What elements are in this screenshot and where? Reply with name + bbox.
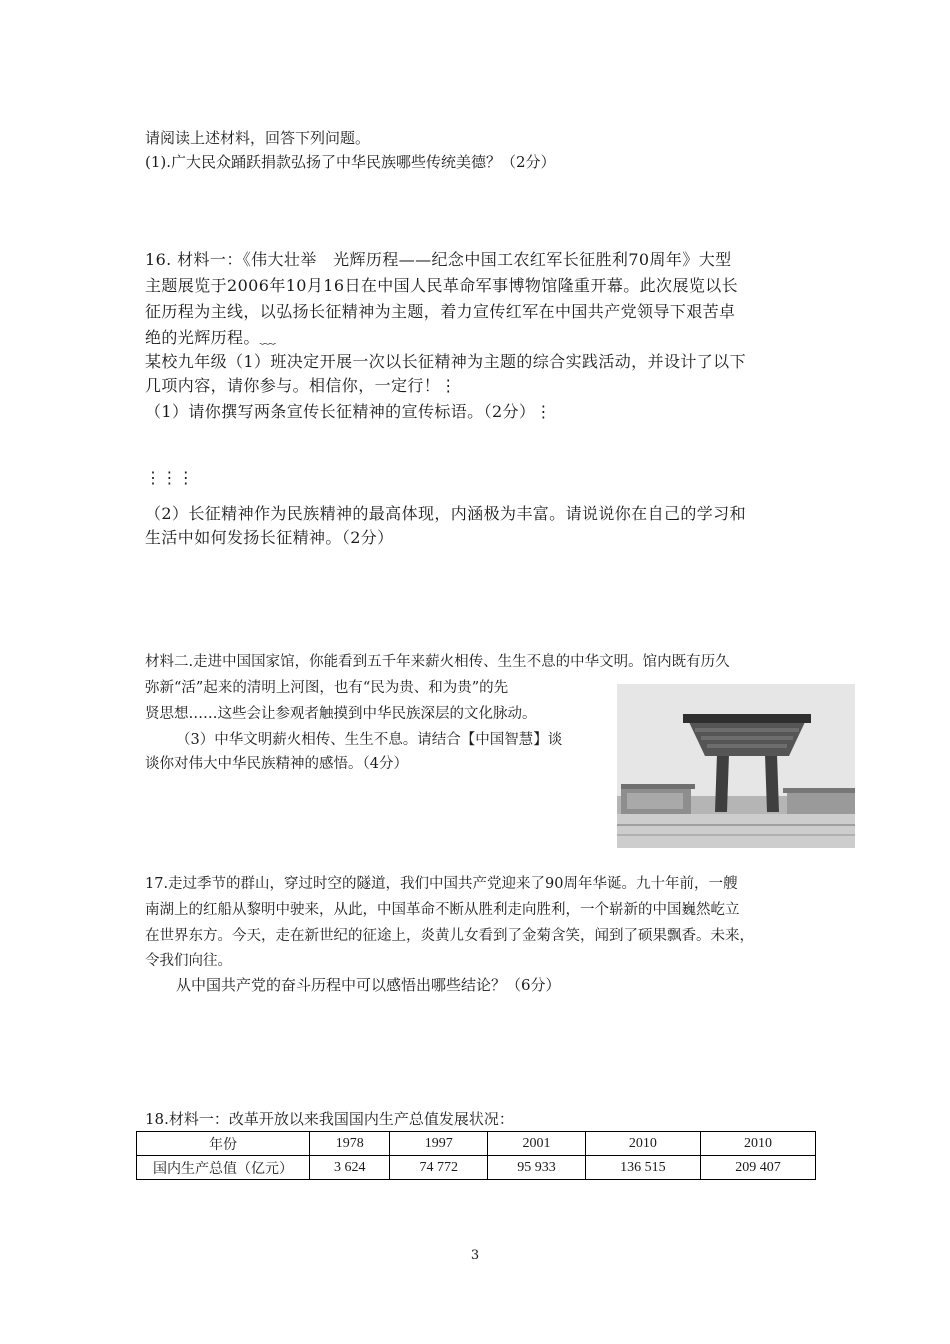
material-2-line-2: 弥新“活”起来的清明上河图，也有“民为贵、和为贵”的先 <box>145 680 509 696</box>
table-header-label: 年份 <box>137 1132 310 1156</box>
table-row <box>137 1132 816 1156</box>
table-value-cell: 3 624 <box>310 1156 390 1180</box>
china-pavilion-illustration <box>617 684 855 848</box>
table-value-cell: 136 515 <box>585 1156 700 1180</box>
china-pavilion-photo <box>617 684 855 848</box>
q17-line-4: 令我们向往。 <box>145 953 232 969</box>
q16-sub-1: （1）请你撰写两条宣传长征精神的宣传标语。（2分）⋮ <box>145 402 552 421</box>
table-value-cell: 209 407 <box>700 1156 815 1180</box>
q16-line-4: 绝的光辉历程。﹏ <box>145 328 277 347</box>
q16-line-1: 16. 材料一：《伟大壮举 光辉历程——纪念中国工农红军长征胜利70周年》大型 <box>145 250 732 269</box>
question-1: (1).广大民众踊跃捐款弘扬了中华民族哪些传统美德？（2分） <box>145 153 556 171</box>
q16-line-5: 某校九年级（1）班决定开展一次以长征精神为主题的综合实践活动，并设计了以下 <box>145 352 746 371</box>
page-number: 3 <box>470 1248 480 1263</box>
table-row-label: 国内生产总值（亿元） <box>137 1156 310 1180</box>
q17-question: 从中国共产党的奋斗历程中可以感悟出哪些结论？（6分） <box>176 976 561 994</box>
table-year-cell: 2001 <box>488 1132 586 1156</box>
q16-sub-2-line-1: （2）长征精神作为民族精神的最高体现，内涵极为丰富。请说说你在自己的学习和 <box>145 504 746 523</box>
table-year-cell: 2010 <box>585 1132 700 1156</box>
material-2-line-3: 贤思想……这些会让参观者触摸到中华民族深层的文化脉动。 <box>145 706 537 722</box>
table-year-cell: 1997 <box>390 1132 488 1156</box>
dots-mark: ⋮⋮⋮ <box>145 468 195 487</box>
q18-intro: 18.材料一：改革开放以来我国国内生产总值发展状况： <box>145 1110 514 1128</box>
q16-sub-2-line-2: 生活中如何发扬长征精神。（2分） <box>145 528 394 547</box>
table-row <box>137 1156 816 1180</box>
q16-line-6: 几项内容，请你参与。相信你，一定行！⋮ <box>145 376 457 395</box>
table-value-cell: 95 933 <box>488 1156 586 1180</box>
intro-text: 请阅读上述材料，回答下列问题。 <box>145 129 371 147</box>
q17-line-1: 17.走过季节的群山，穿过时空的隧道，我们中国共产党迎来了90周年华诞。九十年前，一艘 <box>145 876 738 892</box>
table-year-cell: 2010 <box>700 1132 815 1156</box>
q16-sub-3-line-1: （3）中华文明薪火相传、生生不息。请结合【中国智慧】谈 <box>176 732 563 748</box>
q17-line-2: 南湖上的红船从黎明中驶来，从此，中国革命不断从胜利走向胜利，一个崭新的中国巍然屹立 <box>145 902 740 918</box>
q17-line-3: 在世界东方。今天，走在新世纪的征途上，炎黄儿女看到了金菊含笑，闻到了硕果飘香。未来， <box>145 928 754 944</box>
material-2-line-1: 材料二.走进中国国家馆，你能看到五千年来薪火相传、生生不息的中华文明。馆内既有历久 <box>145 654 730 670</box>
gdp-table <box>136 1131 816 1180</box>
q16-line-2: 主题展览于2006年10月16日在中国人民革命军事博物馆隆重开幕。此次展览以长 <box>145 276 739 295</box>
q16-sub-3-line-2: 谈你对伟大中华民族精神的感悟。（4分） <box>145 756 408 772</box>
q16-line-3: 征历程为主线，以弘扬长征精神为主题，着力宣传红军在中国共产党领导下艰苦卓 <box>145 302 736 321</box>
table-year-cell: 1978 <box>310 1132 390 1156</box>
table-value-cell: 74 772 <box>390 1156 488 1180</box>
